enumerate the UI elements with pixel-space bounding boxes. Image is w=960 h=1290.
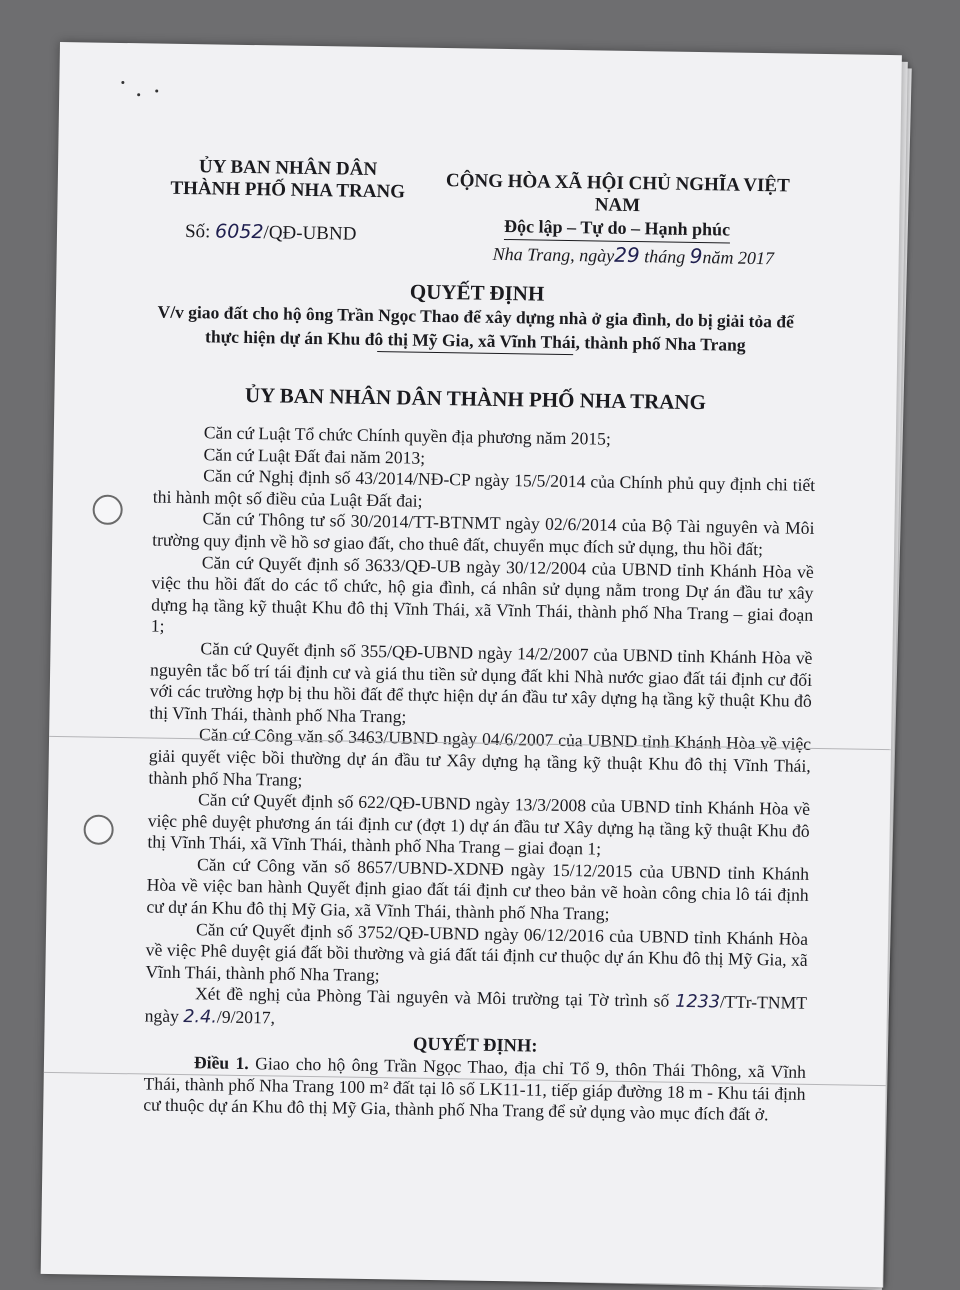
handwritten-day: 29 xyxy=(614,242,640,268)
number-prefix: Số: xyxy=(184,220,211,243)
paper-speck xyxy=(137,93,140,96)
basis-paragraph: Căn cứ Quyết định số 3633/QĐ-UB ngày 30/12/2004 của UBND tỉnh Khánh Hòa về việc thu hồi đất do các tổ chức, hộ gia đình, cá nhân sử dụng nằm trong Dự án đầu tư xây dựng hạ tầng kỹ thuật Khu đô thị Vĩnh Thái, xã Vĩnh Thái, thành phố Nha Trang – giai đoạn 1; xyxy=(150,551,814,637)
paper-speck xyxy=(155,90,158,93)
subject-line-1: V/v giao đất cho hộ ông Trần Ngọc Thao để xây dựng nhà ở gia đình, do bị giải tỏa để xyxy=(157,301,794,332)
handwritten-month: 9 xyxy=(689,243,703,269)
basis-paragraph: Căn cứ Luật Đất đai năm 2013; xyxy=(203,443,426,468)
document-page xyxy=(41,42,902,1287)
handwritten-proposal-day: 2.4. xyxy=(183,1007,218,1028)
national-header xyxy=(427,170,808,245)
org-line-1: ỦY BAN NHÂN DÂN xyxy=(198,156,378,180)
date-year: năm 2017 xyxy=(702,247,775,269)
decision-heading: QUYẾT ĐỊNH: xyxy=(412,1034,538,1057)
basis-paragraph: Căn cứ Công văn số 3463/UBND ngày 04/6/2007 của UBND tỉnh Khánh Hòa về việc giải quyết việc bồi thường dự án đầu tư Xây dựng hạ tầng kỹ thuật Khu đô thị Vĩnh Thái, thành phố Nha Trang; xyxy=(148,724,812,790)
national-motto: Độc lập – Tự do – Hạnh phúc xyxy=(504,215,730,244)
basis-paragraph: Căn cứ Quyết định số 622/QĐ-UBND ngày 13/3/2008 của UBND tỉnh Khánh Hòa về việc phê duyệt phương án tái định cư (đợt 1) dự án đầu tư Xây dựng hạ tầng kỹ thuật Khu đô thị Vĩnh Thái, xã Vĩnh Thái, thành phố Nha Trang – giai đoạn 1; xyxy=(147,789,811,859)
date-prefix: Nha Trang, ngày xyxy=(492,243,615,266)
document-date xyxy=(493,241,775,269)
month-word: tháng xyxy=(644,246,686,267)
article-label: Điều 1. xyxy=(193,1052,249,1074)
punch-hole xyxy=(92,495,122,525)
number-suffix: /QĐ-UBND xyxy=(263,222,357,245)
subject-line-2: thực hiện dự án Khu đô thị Mỹ Gia, xã Vĩnh Thái, thành phố Nha Trang xyxy=(204,326,746,355)
issuing-authority: ỦY BAN NHÂN DÂN THÀNH PHỐ NHA TRANG xyxy=(244,382,707,415)
basis-paragraph: Căn cứ Thông tư số 30/2014/TT-BTNMT ngày 02/6/2014 của Bộ Tài nguyên và Môi trường quy định về hồ sơ giao đất, cho thuê đất, chuyển mục đích sử dụng, thu hồi đất; xyxy=(152,508,815,560)
basis-paragraph: Căn cứ Luật Tổ chức Chính quyền địa phương năm 2015; xyxy=(203,422,611,449)
proposal-text: /9/2017, xyxy=(216,1006,276,1028)
article-text: Giao cho hộ ông Trần Ngọc Thao, địa chỉ Tổ 9, thôn Thái Thông, xã Vĩnh Thái, thành phố Nha Trang 100 m² đất tại lô số LK11-11, tiếp giáp đường 18 m - Khu tái định cư thuộc dự án Khu đô thị Mỹ Gia, thành phố Nha Trang để sử dụng vào mục đích đất ở. xyxy=(143,1053,807,1125)
punch-hole xyxy=(83,814,113,844)
basis-paragraph: Căn cứ Quyết định số 3752/QĐ-UBND ngày 06/12/2016 của UBND tỉnh Khánh Hòa về việc Phê duyệt giá đất bồi thường và giá đất tái định cư thuộc dự án Khu đô thị Mỹ Gia, xã Vĩnh Thái, thành phố Nha Trang; xyxy=(145,918,809,985)
country-name: CỘNG HÒA XÃ HỘI CHỦ NGHĨA VIỆT NAM xyxy=(445,170,790,217)
paper-speck xyxy=(121,81,124,84)
proposal-paragraph xyxy=(145,983,808,1039)
issuing-organization xyxy=(168,156,409,204)
handwritten-number: 6052 xyxy=(214,220,264,244)
basis-paragraph: Căn cứ Quyết định số 355/QĐ-UBND ngày 14/2/2007 của UBND tỉnh Khánh Hòa về nguyên tắc bố trí tái định cư và giá thu tiền sử dụng đất khi Nhà nước giao đất tái định cư đối với các trường hợp bị thu hồi đất để thực hiện dự án đầu tư xây dựng hạ tầng kỹ thuật Khu đô thị Vĩnh Thái, thành phố Nha Trang; xyxy=(149,638,813,727)
document-title: QUYẾT ĐỊNH xyxy=(409,279,545,306)
org-line-2: THÀNH PHỐ NHA TRANG xyxy=(170,177,406,203)
article-1 xyxy=(143,1052,806,1127)
basis-paragraph: Căn cứ Công văn số 8657/UBND-XDNĐ ngày 15/12/2015 của UBND tỉnh Khánh Hòa về việc ban hành Quyết định giao đất tái định cư theo bản vẽ hoàn công chia lô tái định cư dự án Khu đô thị Mỹ Gia, xã Vĩnh Thái, thành phố Nha Trang; xyxy=(146,854,810,924)
document-body xyxy=(143,422,816,1127)
document-subject xyxy=(155,300,796,358)
proposal-text: /TTr-TNMT ngày xyxy=(144,991,808,1027)
proposal-text: Xét đề nghị của Phòng Tài nguyên và Môi trường tại Tờ trình số xyxy=(194,983,670,1012)
basis-paragraph: Căn cứ Nghị định số 43/2014/NĐ-CP ngày 15/5/2014 của Chính phủ quy định chi tiết thi hành một số điều của Luật Đất đai; xyxy=(152,465,816,511)
handwritten-proposal-number: 1233 xyxy=(675,992,721,1013)
document-number xyxy=(185,220,357,246)
